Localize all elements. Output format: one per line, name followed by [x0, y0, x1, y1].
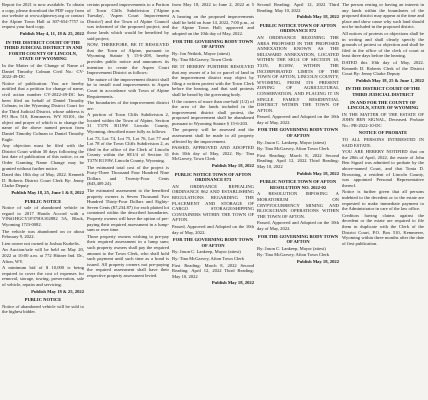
- notice-paragraph: The estimated assessment to the benefited property owners is Seven Thousand Two Hundred Thirty-Four Dollars and Eighty-Seven Cents ($7,234.87) for each platted lot contained within the described boundaries. Property owners will have the option of pre-paying their required assessment in a lump-sum or over time.: [87, 188, 169, 233]
- notice-paragraph: TO ALL PERSONS INTERESTED IN SAID ESTATE:: [342, 137, 424, 148]
- publish-line: Publish May 18, 2022: [211, 280, 254, 286]
- notice-paragraph: The estimated total cost of the project is Forty-Three Thousand Four Hundred Nine Dollars and Twenty-Four Cents ($43,409.24).: [87, 164, 169, 187]
- notice-heading: FOR THE GOVERNING BODY TOWN OF AFTON: [257, 127, 339, 139]
- notice-heading: IN THE DISTRICT COURT OF THE THIRD JUDICIAL DISTRICT IN AND FORTH COUNTY OF LINCOLN, STATE OF WYOMING: [3, 39, 83, 62]
- notice-paragraph: In the Matter of the Change of Name of Daniel Timothy Colman Civil No.: CV-2022-49-DC: [2, 62, 84, 80]
- publish-line: Publish May 18, 25 & June 1, 2022: [355, 77, 424, 83]
- notice-paragraph: YOU ARE HEREBY NOTIFIED that on the 28th of April, 2022, the estate of John Ben Signal was admitted to probate by the above-named Court, and that Tonia D. Browning, a resident of Lincoln County, was appointed Personal Representative thereof.: [342, 149, 424, 188]
- notice-paragraph: IN THE MATTER OF THE ESTATE OF JOHN BEN SIGNAL, Deceased. Probate No.: PR-2022-10-DC: [342, 111, 424, 128]
- publish-line: Publish May 18 & 25, 2022: [31, 288, 84, 294]
- notice-paragraph: AN ORDINANCE REPEALING ORDINANCE 862 AND ESTABLISHING REGULATIONS REGARDING THE PLACEMENT AND STORAGE OF CARGO STORAGE/SHIPPING CONTAINERS WITHIN THE TOWN OF AFTON.: [172, 183, 254, 223]
- notice-paragraph: Those property owners wishing to pre-pay their required assessment in a lump sum; such property owners shall pay the required amount to the Town Clerk, who shall hold such payment until such time as a bond is issued. All property owners not pre-paying the required assessment shall have their respective property assessment levied.: [87, 233, 169, 278]
- notice-paragraph: Second Reading: April 12, 2022 Third Reading: May 10, 2022: [257, 2, 339, 13]
- notice-paragraph: Lot 73, Lot 74, Lot 75, Lot 76, Lot 77 and Lot 78 of the Town Cliffs Subdivision 2, as filed in the office of the Clerk of Lincoln County within the SE1/4 of Section 31 T37N R119W, Lincoln County, Wyoming.: [87, 135, 169, 164]
- publish-line: Publish May 18, 25, June 1 & 8, 2022: [11, 190, 84, 195]
- notice-paragraph: Notice of abandoned vehicle will be sold to the highest bidder.: [2, 303, 84, 315]
- notice-heading: FOR THE GOVERNING BODY TOWN OF AFTON: [257, 233, 339, 245]
- notice-heading: PUBLIC NOTICE: [24, 297, 62, 303]
- notice-paragraph: A portion of Town Cliffs Subdivision 2, located within the Town of Alpine, Section 31 T37N R119W Lincoln County, Wyoming, described more fully as follows:: [87, 112, 169, 135]
- notice-paragraph: A RESOLUTION IMPOSING A MORATORIUM ON CRYPTOCURRENCY MINING AND BLOCKCHAIN OPERATIONS WITHIN THE TOWN OF AFTON.: [257, 191, 339, 219]
- notice-paragraph: By: Tina McGarvey, Afton Town Clerk: [257, 146, 330, 152]
- notice-paragraph: Report for 2021 is now available. To obtain a copy, please download the PDF copy from our website at www.alpinewy.org or contact the Alpine Town Hall at 307-654-7757 to request your hard copy.: [2, 2, 84, 30]
- notice-paragraph: An Auction/sale will be held on May 20, 2022 at 10:00 a.m. at 772 Hittner Ind. Dr., Afton, WY.: [2, 247, 84, 264]
- notice-paragraph: A minimum bid of $ 10,000 is being required to cover the cost of expenses for removal, storage, towing, preservation, sale of vehicle, repairs and servicing.: [2, 265, 84, 287]
- notice-paragraph: By: Tina McGarvey, Town Clerk: [172, 57, 233, 63]
- notice-paragraph: Passed, Approved and Adopted on the 10th day of May, 2022.: [172, 223, 254, 235]
- publish-line: Publish May 18, 2022: [296, 170, 339, 176]
- notice-paragraph: DATED this 10th day of May, 2022. Kenneth D. Roberts Clerk of the District Court By: Jenny Clarke Deputy: [342, 59, 424, 77]
- notice-paragraph: First Reading: March 8, 2022 Second Reading: April 12, 2022 Third Reading: May 10, 2022: [172, 262, 254, 279]
- notice-heading: IN AND FOR THE COUNTY OF LINCOLN, STATE OF WYOMING: [347, 99, 419, 111]
- notice-paragraph: AN ORDINANCE REZONING THE AREA PROPOSED IN THE PROPOSED ANNEXATION KNOWN AS THE MILLWARD ANNEXATION, LOCATED WITHIN THE SE1/4 OF SECTION 18, T31N, R118W, WITHIN THE INCORPORATED LIMITS OF THE TOWN OF AFTON, LINCOLN COUNTY, WYOMING, FROM ITS PRESENT ZONING OF AGRICULTURAL CONSERVATION, AND PLACING IT IN SINGLE FAMILY RESIDENTIAL DISTRICT WITHIN THE TOWN OF AFTON.: [257, 34, 339, 113]
- notice-paragraph: Notice is further given that all persons indebted to the decedent or to the estate are requested to make immediate payment to the Administrator in care of the law office.: [342, 189, 424, 212]
- notice-paragraph: NOW, THEREFORE, BE IT RESOLVED that the Town of Alpine, pursuant to Wyoming Statute § 15-6-208, hereby provides public notice and announces its intention to create the Aspen Court Improvement District as follows:: [87, 42, 169, 76]
- notice-paragraph: certain proposed improvements to a Portion of Town Cliffs Subdivision ('Alpine Tuesday', 'Aspen Court Improvement District') and the Town of Alpine Council was informed of the proposed project; and those lands which would be benefited by said project;: [87, 2, 169, 41]
- notice-paragraph: BE IT HEREBY FURTHER RESOLVED that any owner of a lot or parcel of land in the improvement district may object by filing a written protest with the Town Clerk before the hearing, and that said protests shall be heard by the governing body.: [172, 63, 254, 97]
- notice-paragraph: Notice of publication: You are hereby notified that a petition for change of name, civil action number CV-2022-49-DC has been filed on behalf of Daniel Timothy Colman, in the Wyoming District Court for the Third Judicial District, whose address is PO Box 510, Kemmerer, WY 83101, the object and prayer of which is to change the name of the above named person from Daniel Timothy Colman to Daniel Timothy Eagle.: [2, 80, 84, 142]
- notice-paragraph: The nature of the improvement district shall be to install road improvements to Aspen Court in accordance with Town of Alpine Requirements.: [87, 76, 169, 99]
- notice-paragraph: The vehicle was abandoned on or about February 9, 2022.: [2, 228, 84, 240]
- column-5: [342, 2, 424, 400]
- notice-paragraph: Passed, Approved and Adopted on the 10th day of May, 2022.: [257, 220, 339, 231]
- notice-paragraph: First Reading: March 8, 2022 Second Reading: April 12, 2022 Third Reading: May 10, 2022: [257, 152, 339, 170]
- notice-paragraph: Lien owner not owned to Joshua Kurkelis.: [2, 240, 80, 246]
- column-2: [87, 2, 169, 400]
- notice-heading: NOTICE OF PROBATE: [358, 130, 408, 136]
- notice-paragraph: PASSED, APPROVED AND ADOPTED this 10th day of May, 2022. By: Tina McGarvey, Town Clerk: [172, 145, 254, 162]
- notice-heading: PUBLIC NOTICE TOWN OF AFTON RESOLUTION NO. 2022-02: [259, 179, 337, 190]
- notice-paragraph: The boundaries of the improvement district are:: [87, 100, 169, 111]
- publish-line: Publish May 18, 2022: [211, 163, 254, 169]
- column-3: [172, 2, 254, 400]
- notice-paragraph: from May 18, 2022 to June 2, 2022 at 5 p.m.: [172, 2, 254, 13]
- notice-paragraph: Notice of sale of abandoned vehicle in regard to 2017 Honda Accord with a VIN#1HGCV1F37HA102882 5A, Black, Wyoming 17J3-0082.: [2, 205, 84, 227]
- publish-line: Publish May 4, 11, 18 & 25, 2022: [19, 30, 84, 36]
- notice-paragraph: By: Jason C. Lankeep, Mayor (attest): [257, 139, 326, 145]
- column-4: [257, 2, 339, 400]
- publish-line: Publish May 18, 2022: [296, 258, 339, 264]
- notice-paragraph: If the owners of more than one-half (1/2) of the area of the lands included in the improvement district shall protest, the proposed improvement shall be abandoned pursuant to Wyoming Statute § 15-6-203.: [172, 98, 254, 126]
- publish-line: Publish May 18, 2022: [296, 14, 339, 20]
- notice-heading: PUBLIC NOTICE: [24, 198, 62, 204]
- notice-paragraph: The person resting or having an interest in any lands within the boundaries of the proposed district may appear at the time and place and show cause why such land should not be included in the proposed district.: [342, 2, 424, 30]
- notice-paragraph: Dated this 18th day of May, 2022. Kenneth D. Roberts District Court Clerk By: Jenny Clarke Deputy: [2, 172, 84, 189]
- notice-paragraph: By: Jon Neikirk, Mayor (attest): [172, 50, 230, 56]
- notice-heading: IN THE DISTRICT COURT OF THE THIRD JUDICIAL DISTRICT: [345, 86, 421, 97]
- notice-heading: FOR THE GOVERNING BODY TOWN OF AFTON: [172, 237, 254, 248]
- notice-paragraph: Creditors having claims against the decedent or the estate are required to file them in duplicate with the Clerk of the District Court, P.O. Box 510, Kemmerer, Wyoming within three months after the date of first publication.: [342, 212, 424, 246]
- notice-heading: PUBLIC NOTICE TOWN OF AFTON ORDINANCE 872: [259, 22, 337, 34]
- notice-paragraph: The property will be assessed and the assessment shall be made to all property affected by the improvement.: [172, 127, 254, 144]
- notice-paragraph: Any objection must be filed with the District Court within 30 days following the last date of publication of this notice, or an Order Granting Name Change may be granted without further notice.: [2, 143, 84, 171]
- notice-heading: FOR THE GOVERNING BODY TOWN OF AFTON: [172, 38, 254, 50]
- notice-paragraph: By: Jason C. Lankeep, Mayor (attest): [172, 249, 241, 255]
- notice-heading: PUBLIC NOTICE TOWN OF AFTON ORDINANCE 873: [174, 171, 252, 183]
- notice-paragraph: By: Jason C. Lankeep, Mayor (attest): [257, 245, 326, 251]
- notice-paragraph: By: Tina McGarvey, Afton Town Clerk: [257, 252, 330, 258]
- notice-paragraph: Passed, Approved and Adopted on the 10th day of May, 2022.: [257, 114, 339, 125]
- column-1: [2, 2, 84, 400]
- notice-paragraph: All notices of protests or objections shall be in writing and shall clearly specify the grounds of protest or objection and shall be filed in the office of the clerk of court at least three days before the hearing.: [342, 30, 424, 59]
- notice-paragraph: A hearing on the proposed improvements shall be held on June 14, 2022, 7:00 p.m., at the Alpine Town Hall; approved and adopted on the 10th day of May, 2022.: [172, 14, 254, 36]
- notice-paragraph: By: Tina McGarvey, Afton Town Clerk: [172, 255, 245, 261]
